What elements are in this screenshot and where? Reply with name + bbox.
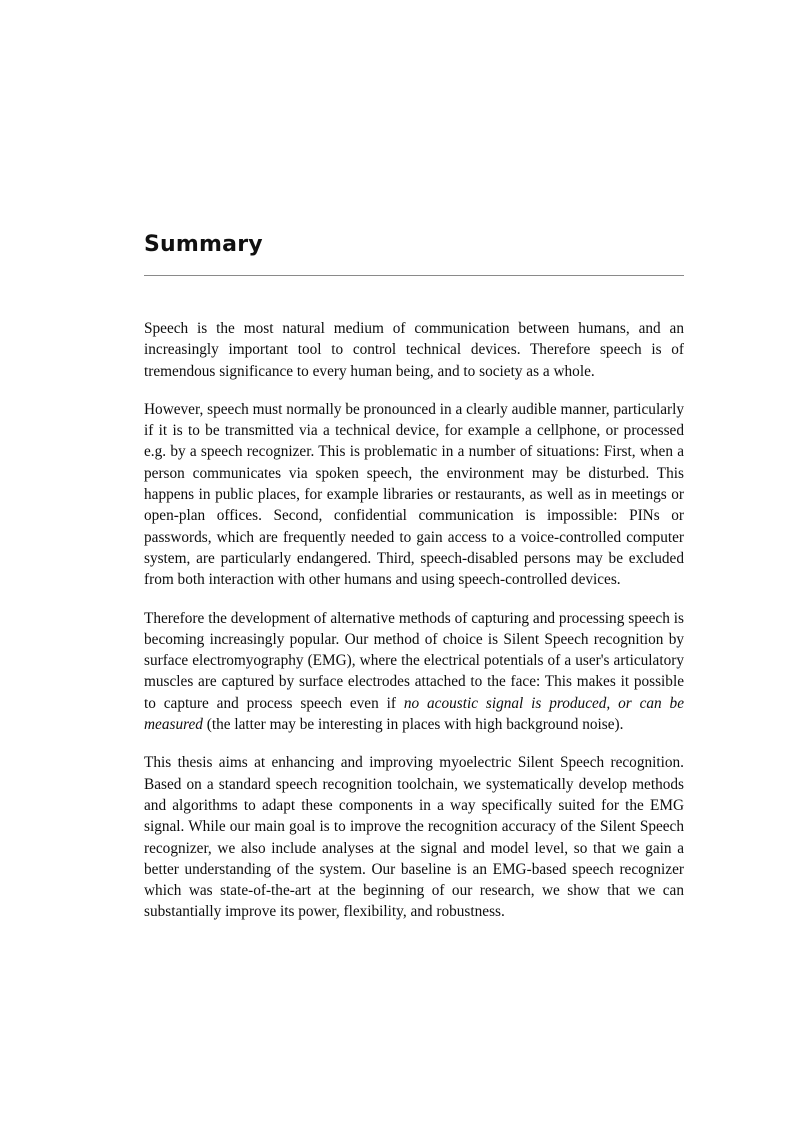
paragraph-3-lead: Therefore the development of alternative methods of capturing and processing speech is becoming increasingly popular. Our method of choice is Silent Speech recognition by surface electromyography (EMG), where the electrical potentials of a user's articulatory muscles are captured by surface electrodes attached to the face: This makes it possible to capture and process speech even if xyxy=(144,609,684,712)
paragraph-3-tail: (the latter may be interesting in places with high background noise). xyxy=(202,716,624,734)
paragraph-3-emphasis: no acoustic signal is produced, or can be measured xyxy=(144,694,684,734)
paragraph-1: Speech is the most natural medium of communication between humans, and an increasingly important tool to control technical devices. Therefore speech is of tremendous significance to every human being, and to society as a whole. xyxy=(144,320,684,380)
page-title: Summary xyxy=(144,232,263,257)
paragraph-4: This thesis aims at enhancing and improving myoelectric Silent Speech recognition. Based on a standard speech recognition toolchain, we systematically develop methods and algorithms to adapt these components in a way specifically suited for the EMG signal. While our main goal is to improve the recognition accuracy of the Silent Speech recognizer, we also include analyses at the signal and model level, so that we gain a better understanding of the system. Our baseline is an EMG-based speech recognizer which was state-of-the-art at the beginning of our research, we show that we can substantially improve its power, flexibility, and robustness. xyxy=(144,754,684,921)
title-divider xyxy=(144,275,684,276)
paragraph-2: However, speech must normally be pronounced in a clearly audible manner, particularly if it is to be transmitted via a technical device, for example a cellphone, or processed e.g. by a speech recognizer. This is problematic in a number of situations: First, when a person communicates via spoken speech, the environment may be disturbed. This happens in public places, for example libraries or restaurants, as well as in meetings or open-plan offices. Second, confidential communication is impossible: PINs or passwords, which are frequently needed to gain access to a voice-controlled computer system, are particularly endangered. Third, speech-disabled persons may be excluded from both interaction with other humans and using speech-controlled devices. xyxy=(144,400,684,589)
summary-section xyxy=(144,232,684,923)
summary-body xyxy=(144,318,684,923)
paragraph-3 xyxy=(144,608,684,736)
